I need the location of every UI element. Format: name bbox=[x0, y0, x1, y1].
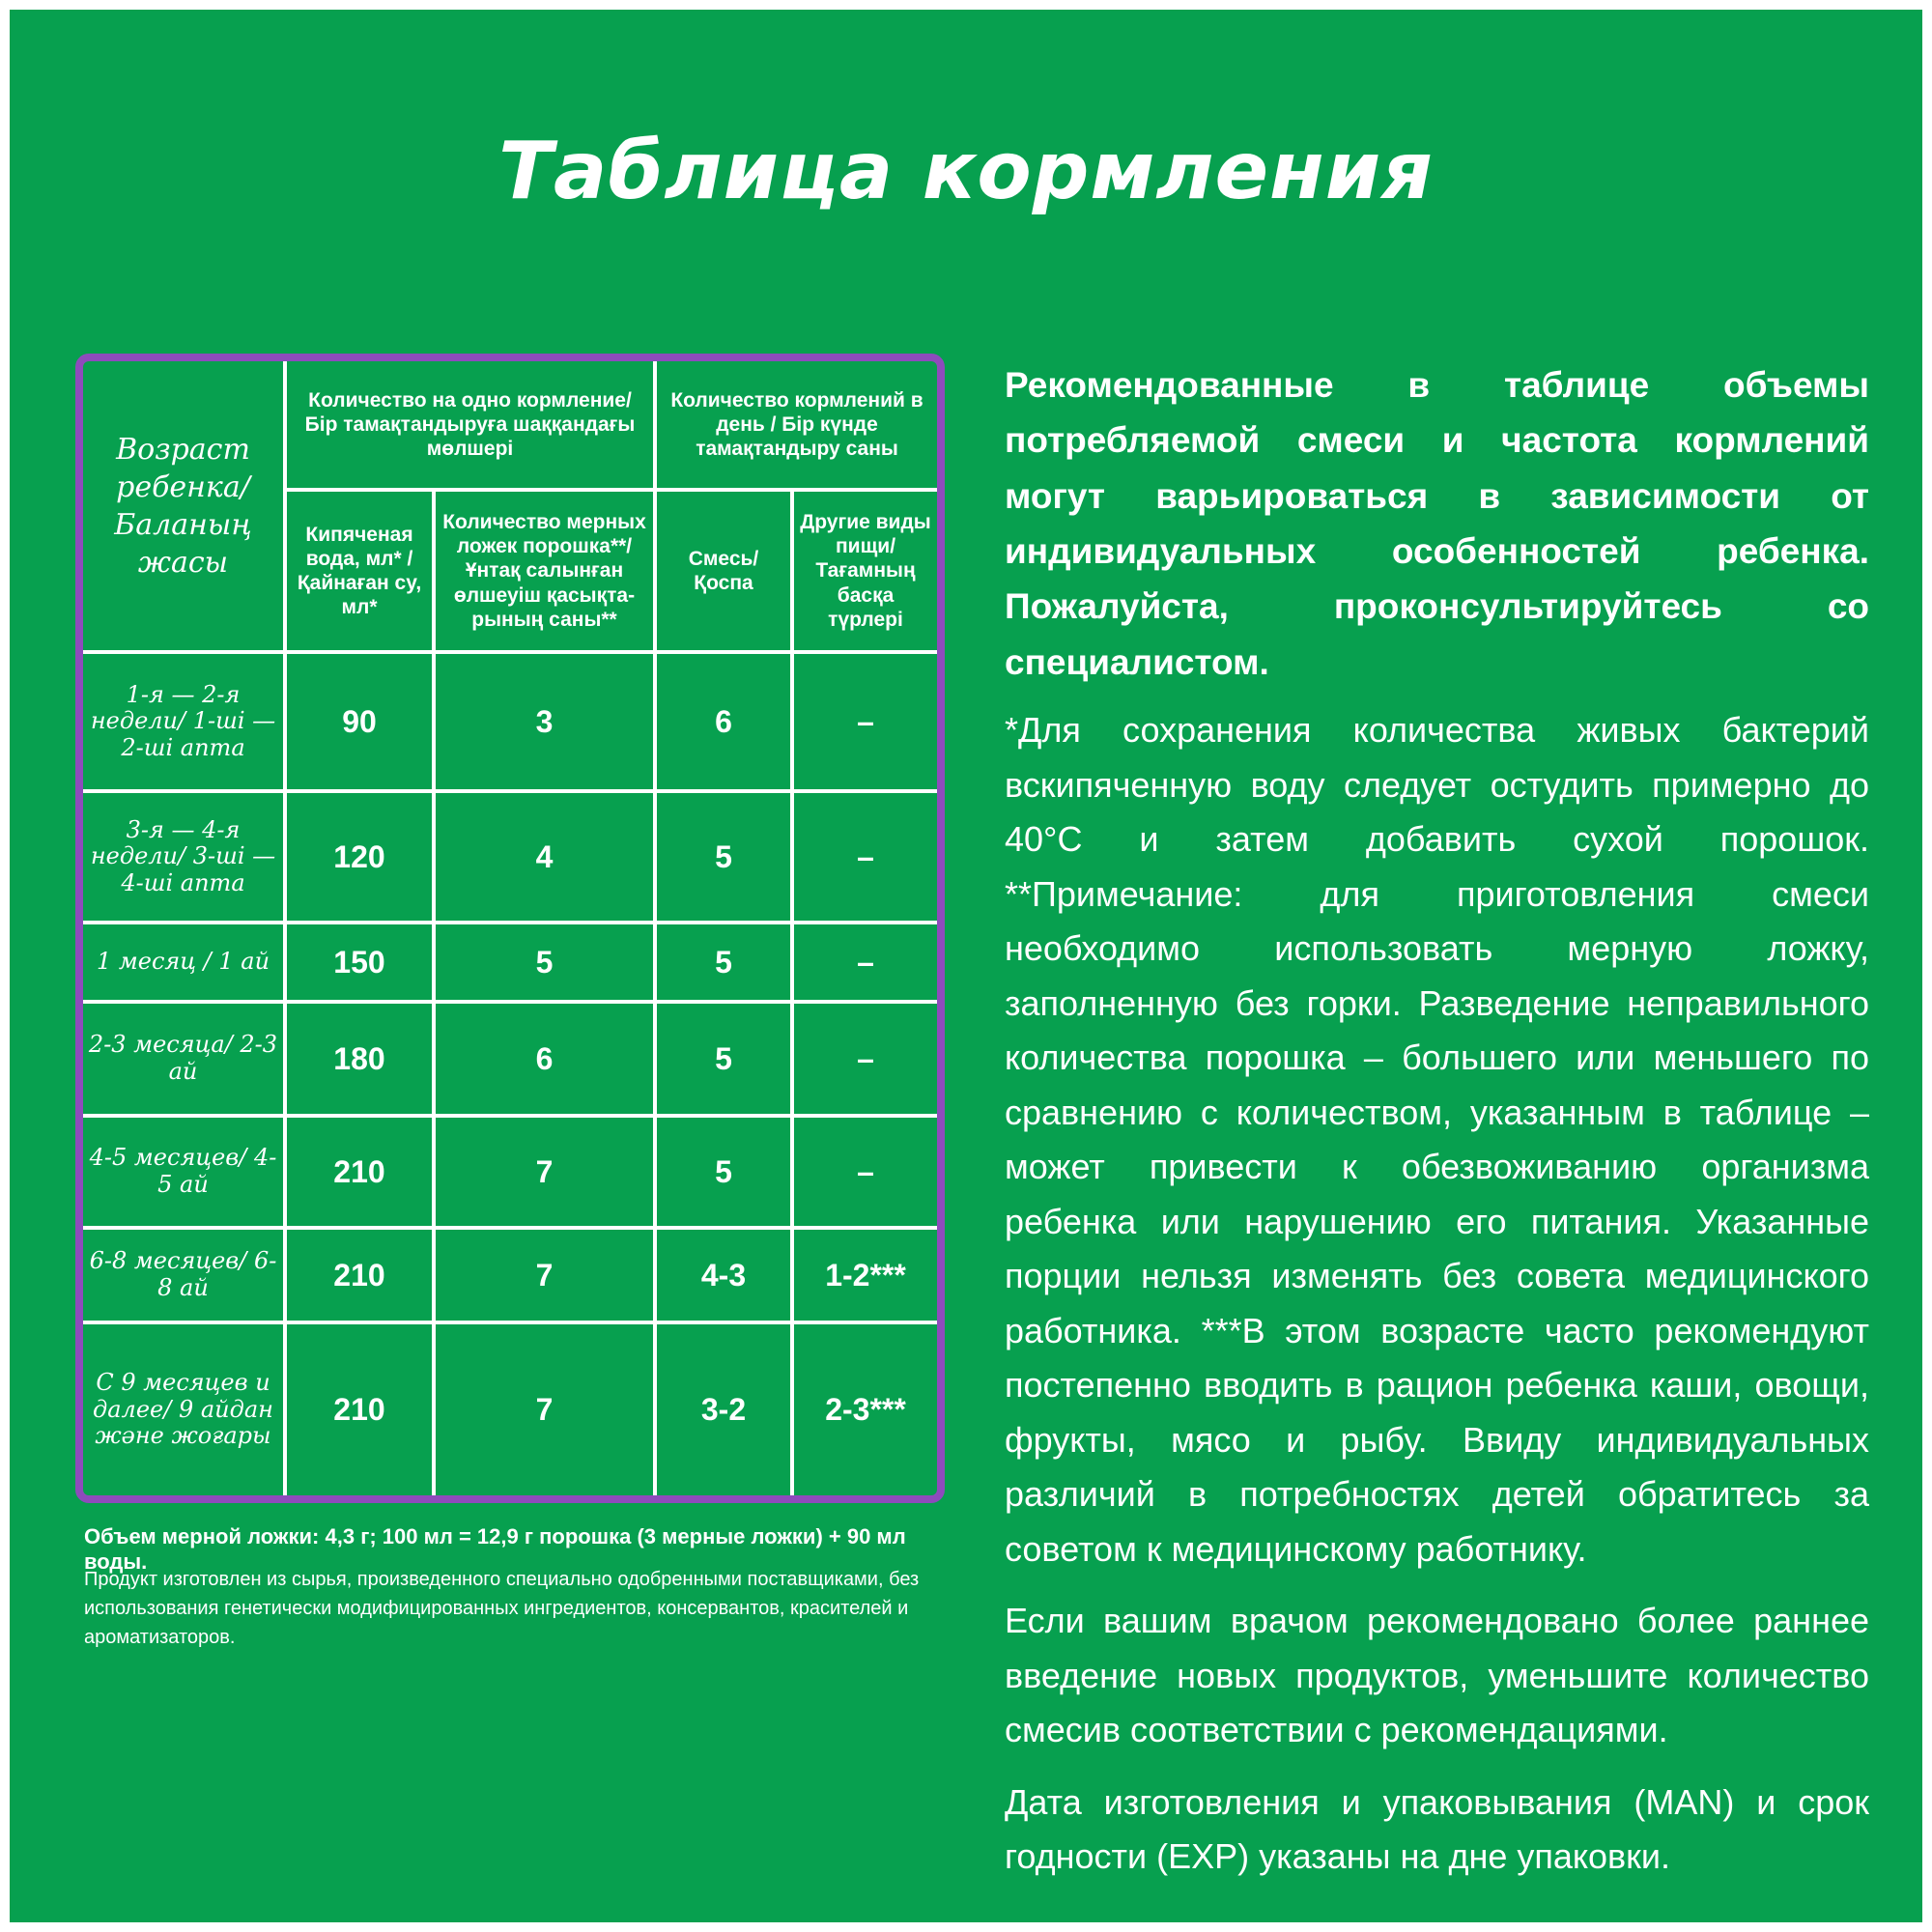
spoons-cell: 7 bbox=[434, 1116, 655, 1228]
per-feeding-group-header: Количество на одно кормление/ Бір тамақтандыруға шаққандағы мөлшері bbox=[285, 361, 655, 490]
footnotes-paragraph: *Для сохранения количества живых бактерий вскипяченную воду следует остудить примерно до 40°С и затем добавить сухой порошок. **Примечание: для приготовления смеси необходимо использовать мерную ложку, заполненную без горки. Разведение неправильного количества порошка – большего или меньшего по сравнению с количеством, указанным в таблице – может привести к обезвоживанию организма ребенка или нарушению его питания. Указанные порции нельзя изменять без совета медицинского работника. ***В этом возрасте часто рекомендуют постепенно вводить в рацион ребенка каши, овощи, фрукты, мясо и рыбу. Ввиду индивидуальных различий в потребностях детей обратитесь за советом к медицинскому работнику. bbox=[1005, 710, 1869, 1569]
water-cell: 90 bbox=[285, 652, 434, 791]
mix-cell: 3-2 bbox=[655, 1322, 792, 1495]
age-cell: 4-5 месяцев/ 4-5 ай bbox=[83, 1116, 285, 1228]
age-cell: 6-8 месяцев/ 6-8 ай bbox=[83, 1228, 285, 1322]
spoons-cell: 6 bbox=[434, 1002, 655, 1116]
spoons-cell: 3 bbox=[434, 652, 655, 791]
table-row bbox=[83, 1116, 937, 1228]
feeding-table bbox=[83, 361, 937, 1495]
table-row bbox=[83, 791, 937, 923]
other-food-column-header: Другие виды пищи/ Тағамның басқа түрлері bbox=[792, 490, 937, 652]
feeding-table-frame bbox=[75, 354, 945, 1503]
spoons-cell: 4 bbox=[434, 791, 655, 923]
mix-cell: 5 bbox=[655, 791, 792, 923]
water-cell: 180 bbox=[285, 1002, 434, 1116]
age-cell: С 9 месяцев и далее/ 9 айдан және жоғары bbox=[83, 1322, 285, 1495]
other-food-cell: – bbox=[792, 1116, 937, 1228]
production-date-paragraph: Дата изготовления и упаковывания (MAN) и срок годности (EXP) указаны на дне упаковки. bbox=[1005, 1781, 1869, 1877]
other-food-cell: 1-2*** bbox=[792, 1228, 937, 1322]
table-row bbox=[83, 652, 937, 791]
other-food-cell: – bbox=[792, 1002, 937, 1116]
mix-cell: 6 bbox=[655, 652, 792, 791]
instructions-column bbox=[1005, 357, 1869, 1902]
recommendation-lead: Рекомендованные в таблице объемы потребляемой смеси и частота кормлений могут варьироваться в зависимости от индивидуальных особенностей ребенка. Пожалуйста, проконсультируйтесь со специалистом. bbox=[1005, 365, 1869, 682]
age-cell: 1-я — 2-я недели/ 1-ші — 2-ші апта bbox=[83, 652, 285, 791]
mix-cell: 4-3 bbox=[655, 1228, 792, 1322]
water-cell: 120 bbox=[285, 791, 434, 923]
spoons-cell: 5 bbox=[434, 923, 655, 1002]
water-cell: 210 bbox=[285, 1228, 434, 1322]
spoon-volume-note: Объем мерной ложки: 4,3 г; 100 мл = 12,9 г порошка (3 мерные ложки) + 90 мл воды. bbox=[84, 1524, 906, 1574]
other-food-cell: 2-3*** bbox=[792, 1322, 937, 1495]
table-row bbox=[83, 923, 937, 1002]
water-column-header: Кипяченая вода, мл* / Қайнаған су, мл* bbox=[285, 490, 434, 652]
table-row bbox=[83, 1322, 937, 1495]
page-title: Таблица кормления bbox=[498, 126, 1434, 217]
mix-cell: 5 bbox=[655, 1116, 792, 1228]
mix-cell: 5 bbox=[655, 923, 792, 1002]
package-panel bbox=[10, 10, 1922, 1922]
water-cell: 150 bbox=[285, 923, 434, 1002]
mix-cell: 5 bbox=[655, 1002, 792, 1116]
spoons-column-header: Количество мерных ложек порошка**/ Ұнтақ салынған өлшеуіш қасықта-рының саны** bbox=[434, 490, 655, 652]
water-cell: 210 bbox=[285, 1116, 434, 1228]
other-food-cell: – bbox=[792, 652, 937, 791]
product-ingredients-note: Продукт изготовлен из сырья, произведенного специально одобренными поставщиками, без использования генетически модифицированных ингредиентов, консервантов, красителей и ароматизаторов. bbox=[84, 1569, 920, 1648]
spoons-cell: 7 bbox=[434, 1228, 655, 1322]
age-cell: 2-3 месяца/ 2-3 ай bbox=[83, 1002, 285, 1116]
age-cell: 1 месяц / 1 ай bbox=[83, 923, 285, 1002]
doctor-advice-paragraph: Если вашим врачом рекомендовано более раннее введение новых продуктов, уменьшите количество смесив соответствии с рекомендациями. bbox=[1005, 1601, 1869, 1750]
table-row bbox=[83, 1228, 937, 1322]
age-cell: 3-я — 4-я недели/ 3-ші — 4-ші апта bbox=[83, 791, 285, 923]
age-column-header: Возраст ребенка/ Баланың жасы bbox=[83, 361, 285, 652]
mix-column-header: Смесь/ Қоспа bbox=[655, 490, 792, 652]
spoons-cell: 7 bbox=[434, 1322, 655, 1495]
other-food-cell: – bbox=[792, 923, 937, 1002]
water-cell: 210 bbox=[285, 1322, 434, 1495]
feedings-per-day-group-header: Количество кормлений в день / Бір күнде тамақтандыру саны bbox=[655, 361, 937, 490]
other-food-cell: – bbox=[792, 791, 937, 923]
table-row bbox=[83, 1002, 937, 1116]
